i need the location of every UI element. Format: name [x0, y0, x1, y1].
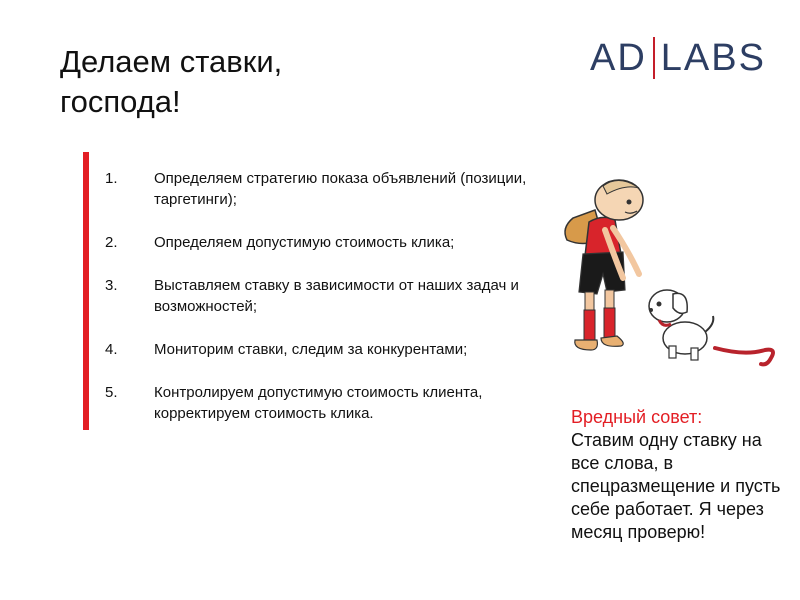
logo-text-right: LABS — [660, 36, 766, 79]
logo-divider — [653, 37, 655, 79]
slide-title — [60, 42, 480, 122]
step-item — [105, 168, 565, 210]
step-item — [105, 382, 565, 424]
steps-list — [105, 168, 565, 424]
step-text: Определяем допустимую стоимость клика; — [154, 234, 455, 251]
step-number: 5. — [105, 384, 118, 401]
step-item — [105, 339, 565, 360]
harmful-tip — [571, 406, 791, 544]
tip-body: Ставим одну ставку на все слова, в спецразмещение и пусть себе работает. Я через месяц проверю! — [571, 430, 781, 542]
logo-text-left: AD — [590, 36, 647, 79]
step-number: 1. — [105, 170, 118, 187]
slide-title-line-1: Делаем ставки, — [60, 44, 283, 79]
step-text: Мониторим ставки, следим за конкурентами; — [154, 341, 468, 358]
step-text: Контролируем допустимую стоимость клиента, корректируем стоимость клика. — [154, 384, 483, 422]
adlabs-logo — [590, 34, 766, 82]
step-number: 4. — [105, 341, 118, 358]
step-item — [105, 275, 565, 317]
step-number: 2. — [105, 234, 118, 251]
step-text: Выставляем ставку в зависимости от наших задач и возможностей; — [154, 277, 519, 315]
step-item — [105, 232, 565, 253]
step-text: Определяем стратегию показа объявлений (позиции, таргетинги); — [154, 170, 527, 208]
step-number: 3. — [105, 277, 118, 294]
boy-and-puppy-illustration — [555, 178, 785, 378]
accent-bar — [83, 152, 89, 430]
slide-title-line-2: господа! — [60, 84, 181, 119]
tip-title: Вредный совет: — [571, 407, 703, 427]
